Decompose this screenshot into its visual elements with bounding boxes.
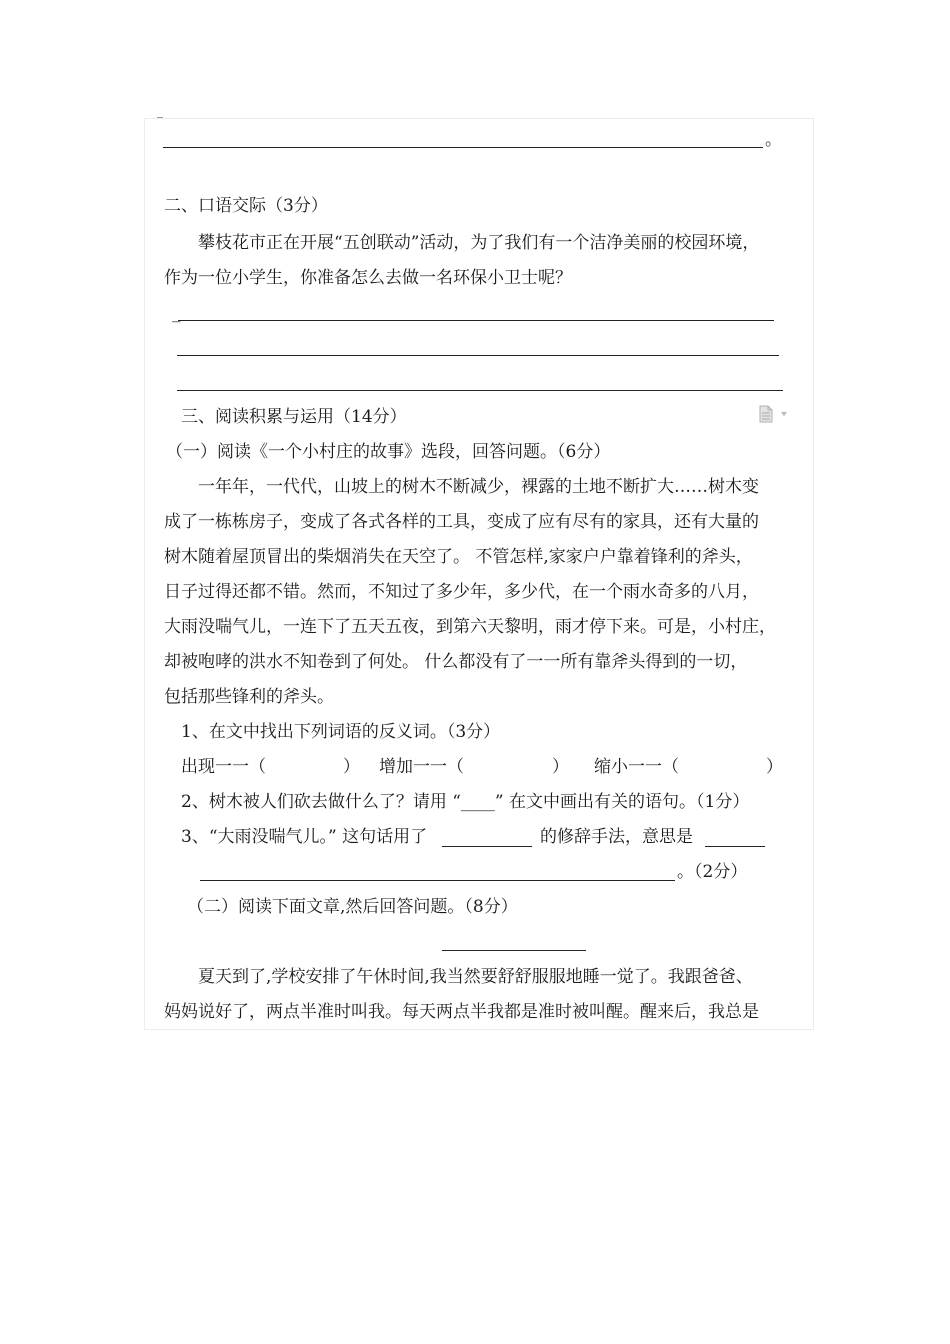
corner-mark <box>157 117 163 118</box>
answer-blank[interactable] <box>442 846 532 847</box>
document-icon[interactable] <box>759 405 789 423</box>
antonym-label-2: 增加一一（ <box>379 757 464 777</box>
passage-line: 却被咆哮的洪水不知卷到了何处。 什么都没有了一一所有靠斧头得到的一切， <box>164 652 748 672</box>
answer-blank[interactable] <box>705 846 765 847</box>
passage2-line: 妈妈说好了，两点半准时叫我。每天两点半我都是准时被叫醒。醒来后，我总是 <box>164 1002 759 1022</box>
answer-line[interactable] <box>200 880 675 881</box>
answer-line[interactable] <box>178 320 774 321</box>
passage-line: 树木随着屋顶冒出的柴烟消失在天空了。 不管怎样,家家户户靠着锋利的斧头， <box>164 547 753 567</box>
question-3: 3、“大雨没喘气儿。” 这句话用了 <box>181 827 428 847</box>
answer-prefix: _ <box>172 303 181 323</box>
question-3-end: 。（2分） <box>677 862 748 882</box>
passage-line: 包括那些锋利的斧头。 <box>164 687 334 707</box>
antonym-close-1: ） <box>343 757 360 777</box>
question-1: 1、在文中找出下列词语的反义词。（3分） <box>181 722 501 742</box>
answer-line[interactable] <box>177 355 779 356</box>
passage-line: 一年年，一代代，山坡上的树木不断减少，裸露的土地不断扩大……树木变 <box>198 477 759 497</box>
question-2: 2、树木被人们砍去做什么了？请用 “____” 在文中画出有关的语句。（1分） <box>181 792 750 812</box>
page-frame <box>144 118 814 1030</box>
antonym-close-3: ） <box>766 757 783 777</box>
part2-heading: （二）阅读下面文章,然后回答问题。（8分） <box>187 897 518 917</box>
section2-para-line2: 作为一位小学生，你准备怎么去做一名环保小卫士呢？ <box>164 268 572 288</box>
answer-line[interactable] <box>163 147 763 148</box>
passage-line: 成了一栋栋房子，变成了各式各样的工具，变成了应有尽有的家具，还有大量的 <box>164 512 759 532</box>
title-blank[interactable] <box>442 950 586 951</box>
period-mark: 。 <box>765 130 782 150</box>
part1-heading: （一）阅读《一个小村庄的故事》选段，回答问题。（6分） <box>166 442 611 462</box>
section3-heading: 三、阅读积累与运用（14分） <box>181 407 407 427</box>
answer-line[interactable] <box>177 390 783 391</box>
section2-para-line1: 攀枝花市正在开展“五创联动”活动，为了我们有一个洁净美丽的校园环境， <box>198 233 760 253</box>
passage2-line: 夏天到了,学校安排了午休时间,我当然要舒舒服服地睡一觉了。我跟爸爸、 <box>198 967 753 987</box>
section2-heading: 二、口语交际（3分） <box>164 196 328 216</box>
passage-line: 日子过得还都不错。然而，不知过了多少年，多少代，在一个雨水奇多的八月， <box>164 582 759 602</box>
antonym-label-3: 缩小一一（ <box>594 757 679 777</box>
passage-line: 大雨没喘气儿，一连下了五天五夜，到第六天黎明，雨才停下来。可是，小村庄， <box>164 617 776 637</box>
antonym-close-2: ） <box>552 757 569 777</box>
antonym-label-1: 出现一一（ <box>181 757 266 777</box>
question-3-middle: 的修辞手法，意思是 <box>540 827 693 847</box>
